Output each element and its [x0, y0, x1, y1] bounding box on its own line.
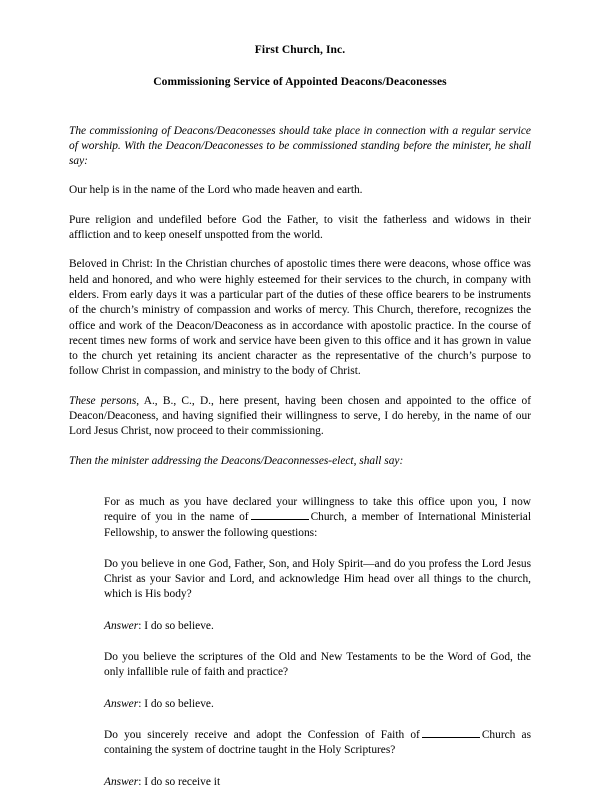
- page-title: First Church, Inc.: [254, 44, 346, 56]
- intro-rubric-paragraph: The commissioning of Deacons/Deaconesses should take place in connection with a regular service of worship. With the Deacon/Deaconesses to be commissioned standing before the minister, he shall say:: [69, 124, 531, 168]
- these-persons-body: , A., B., C., D., here present, having been chosen and appointed to the office of Deacon/Deaconess, and having signified their willingness to serve, I do hereby, in the name of our Lord Jesus Christ, now proceed to their commissioning.: [69, 394, 531, 438]
- answer-two: [104, 697, 531, 712]
- document-content: [69, 44, 531, 806]
- question-three-before-blank: Do you sincerely receive and adopt the Confession of Faith of: [104, 728, 420, 741]
- paragraph-these-persons: [69, 394, 531, 440]
- question-three: [104, 728, 531, 759]
- these-persons-lead-in: These persons: [69, 394, 137, 407]
- rubric-then-minister: Then the minister addressing the Deacons/Deaconnesses-elect, shall say:: [69, 454, 404, 467]
- answer-label: Answer: [104, 619, 139, 632]
- answer-text: : I do so believe.: [138, 619, 214, 632]
- answer-three: [104, 775, 531, 790]
- answer-text: : I do so believe.: [138, 697, 214, 710]
- answer-text: : I do so receive it: [138, 775, 221, 788]
- paragraph-our-help: Our help is in the name of the Lord who made heaven and earth.: [69, 184, 363, 197]
- charge-text-before-blank: For as much as you have declared your willingness to take this office upon you, I now require of you in the name of: [104, 495, 531, 524]
- block-spacer: [69, 483, 531, 495]
- paragraph-beloved-in-christ: Beloved in Christ: In the Christian churches of apostolic times there were deacons, whose office was held and honored, and who were highly esteemed for their services to the church, in company with elders. From early days it was a particular part of the duties of these office bearers to be instruments of the church’s ministry of compassion and works of mercy. This Church, therefore, recognizes the office and work of the Deacon/Deaconess as in accordance with apostolic practice. In the course of recent times new forms of work and service have been given to this office and it has grown in value to the church yet retaining its ancient character as the representative of the church’s purpose to follow Christ in compassion, and ministry to the body of Christ.: [69, 258, 531, 378]
- question-two: Do you believe the scriptures of the Old and New Testaments to be the Word of God, the only infallible rule of faith and practice?: [104, 651, 531, 679]
- charge-paragraph: [104, 495, 531, 541]
- question-one: Do you believe in one God, Father, Son, and Holy Spirit—and do you profess the Lord Jesus Christ as your Savior and Lord, and acknowledge Him head over all things to the church, which is His body?: [104, 557, 531, 601]
- answer-one: [104, 619, 531, 634]
- answer-label: Answer: [104, 775, 139, 788]
- church-name-blank-2[interactable]: [422, 729, 480, 738]
- charge-text-after-blank: Church, a member of International Ministerial Fellowship, to answer the following questions:: [104, 511, 531, 539]
- answer-label: Answer: [104, 697, 139, 710]
- church-name-blank-1[interactable]: [251, 511, 309, 520]
- question-three-after-blank: Church as containing the system of doctrine taught in the Holy Scriptures?: [104, 728, 531, 757]
- vows-block: [104, 495, 531, 790]
- paragraph-pure-religion: Pure religion and undefiled before God the Father, to visit the fatherless and widows in their affliction and to keep oneself unspotted from the world.: [69, 213, 531, 242]
- page-subtitle: Commissioning Service of Appointed Deacons/Deaconesses: [153, 75, 447, 88]
